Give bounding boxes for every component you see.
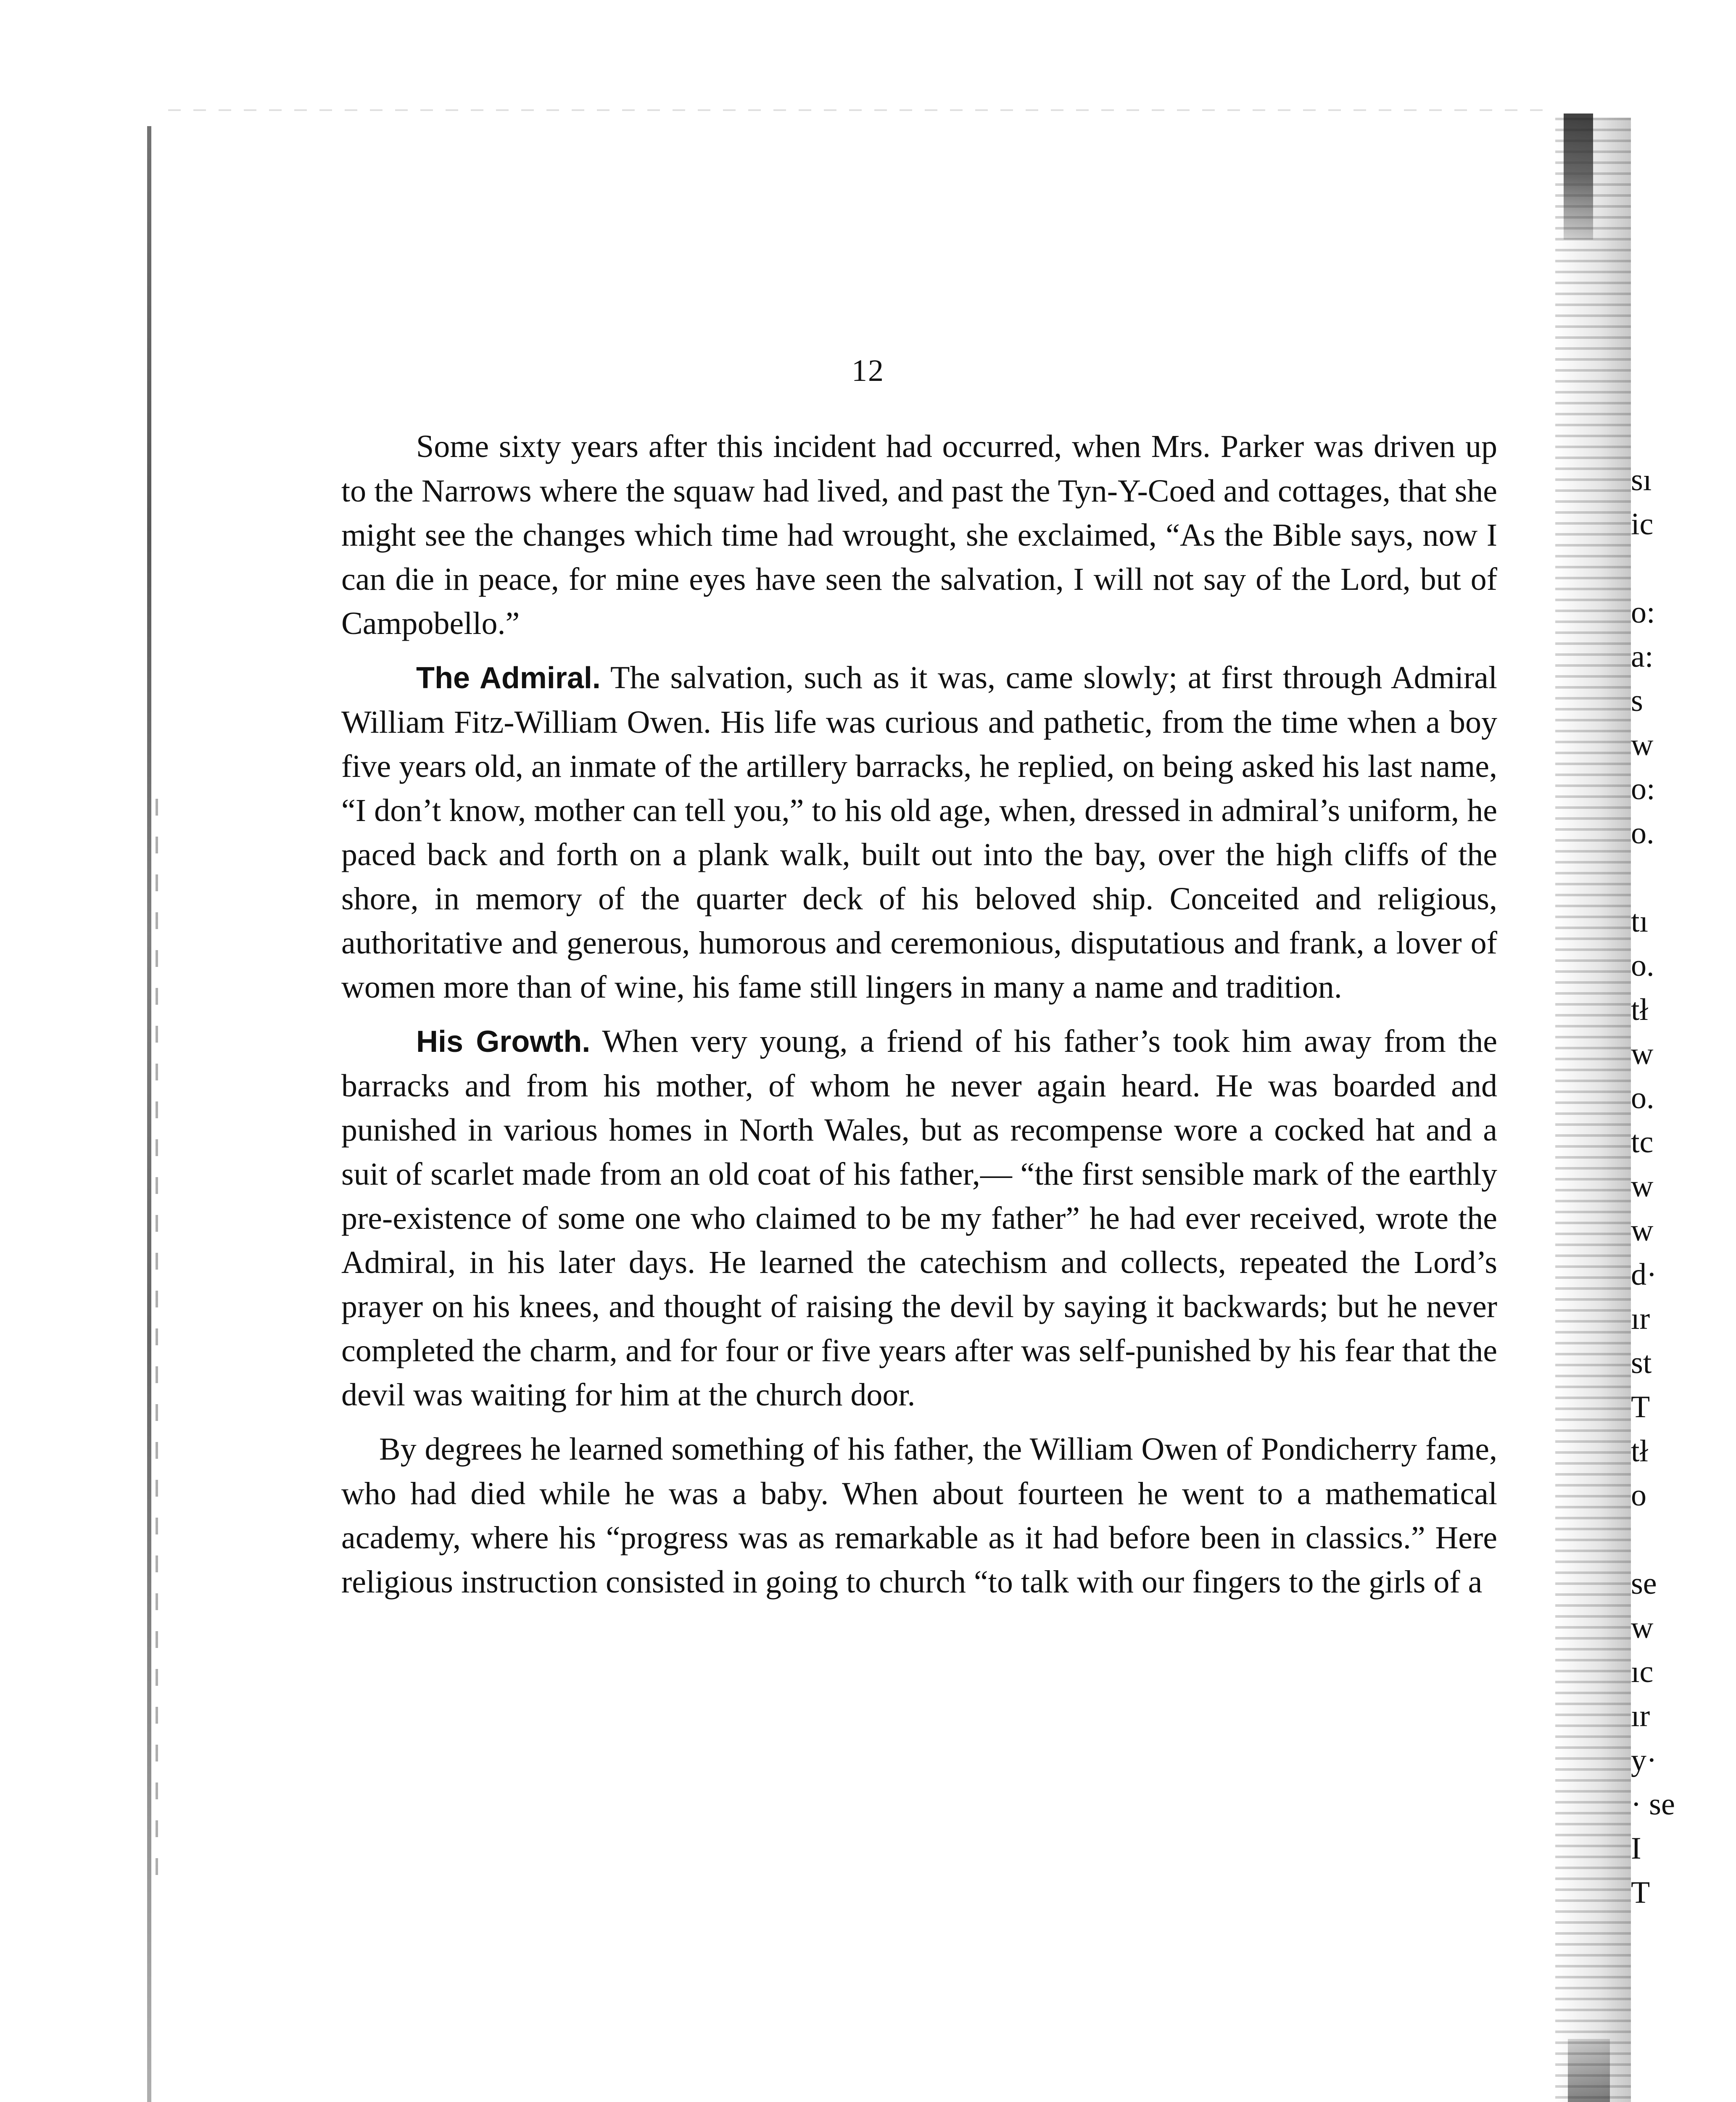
facing-page-fragment: T	[1631, 1390, 1650, 1424]
paragraph-text: The salvation, such as it was, came slowly; at first through Admiral William Fitz-William Owen. His life was curious and pathetic, from the time when a boy five years old, an inmate of the artillery barracks, he replied, on being asked his last name, “I don’t know, mother can tell you,” to his old age, when, dressed in admiral’s uniform, he paced back and forth on a plank walk, built out into the bay, over the high cliffs of the shore, in memory of the quarter deck of his beloved ship. Conceited and religious, authoritative and generous, humorous and ceremonious, disputatious and frank, a lover of women more than of wine, his fame still lingers in many a name and tradition.	[341, 660, 1497, 1005]
facing-page-fragment: ır	[1631, 1699, 1650, 1733]
facing-page-fragment: · se	[1631, 1787, 1675, 1822]
paragraph-heading: The Admiral.	[416, 661, 601, 695]
facing-page-fragment: tł	[1631, 1434, 1649, 1468]
facing-page-fragment: a:	[1631, 639, 1654, 674]
paragraph	[341, 656, 1497, 1009]
facing-page-fragment: ır	[1631, 1302, 1650, 1336]
facing-page-fragment: tł	[1631, 993, 1649, 1027]
facing-page-fragment: w	[1631, 728, 1654, 762]
facing-page-fragment: I	[1631, 1831, 1641, 1866]
facing-page-fragment: st	[1631, 1346, 1652, 1380]
facing-page-fragment: ic	[1631, 507, 1654, 541]
paragraph-text: When very young, a friend of his father’s took him away from the barracks and from his mother, of whom he never again heard. He was boarded and punished in various homes in North Wales, but as recompense wore a cocked hat and a suit of scarlet made from an old coat of his father,— “the first sensible mark of the earthly pre-existence of some one who claimed to be my father” he had ever received, wrote the Admiral, in his later days. He learned the catechism and collects, repeated the Lord’s prayer on his knees, and thought of raising the devil by saying it backwards; but he never completed the charm, and for four or five years after was self-punished by his fear that the devil was waiting for him at the church door.	[341, 1024, 1497, 1413]
facing-page-fragment: ıc	[1631, 1655, 1654, 1689]
facing-page-fragment: w	[1631, 1169, 1654, 1204]
facing-page-fragment: o.	[1631, 816, 1654, 850]
facing-page-fragments	[1631, 458, 1723, 1915]
facing-page-fragment: o:	[1631, 595, 1655, 630]
facing-page-fragment	[1631, 547, 1723, 591]
paragraph	[341, 1427, 1497, 1604]
binding-gutter-shadow-top	[1564, 114, 1593, 240]
page-number: 12	[852, 354, 884, 388]
facing-page-fragment: o.	[1631, 1081, 1654, 1115]
paragraph-text: Some sixty years after this incident had occurred, when Mrs. Parker was driven up to the Narrows where the squaw had lived, and past the Tyn-Y-Coed and cottages, that she might see the changes which time had wrought, she exclaimed, “As the Bible says, now I can die in peace, for mine eyes have seen the salvation, I will not say of the Lord, but of Campobello.”	[341, 429, 1497, 641]
facing-page-fragment: tc	[1631, 1125, 1654, 1159]
facing-page-fragment: tı	[1631, 904, 1649, 939]
facing-page-fragment: w	[1631, 1611, 1654, 1645]
facing-page-fragment: w	[1631, 1213, 1654, 1248]
facing-page-fragment: se	[1631, 1566, 1657, 1601]
facing-page-fragment: s	[1631, 684, 1643, 718]
scan-edge-left-marks	[156, 799, 158, 1892]
scan-edge-top	[168, 109, 1555, 111]
facing-page-fragment	[1631, 1518, 1723, 1562]
facing-page-fragment: y·	[1631, 1743, 1657, 1777]
facing-page-fragment: o	[1631, 1478, 1646, 1513]
paragraph-heading: His Growth.	[416, 1025, 591, 1059]
paragraph	[341, 1019, 1497, 1417]
facing-page-fragment: sı	[1631, 463, 1652, 497]
facing-page-fragment: o.	[1631, 948, 1654, 983]
scan-edge-left	[147, 126, 151, 2102]
facing-page-fragment: w	[1631, 1037, 1654, 1071]
facing-page-fragment: o:	[1631, 772, 1655, 806]
binding-gutter-shadow-bottom	[1568, 2039, 1610, 2102]
facing-page-fragment	[1631, 856, 1723, 900]
facing-page-fragment: d·	[1631, 1257, 1657, 1292]
facing-page-fragment: T	[1631, 1875, 1650, 1910]
paragraph	[341, 425, 1497, 646]
paragraph-text: By degrees he learned something of his father, the William Owen of Pondicherry fame, who had died while he was a baby. When about fourteen he went to a mathematical academy, where his “progress was as remarkable as it had before been in classics.” Here religious instruction consisted in going to church “to talk with our fingers to the girls of a	[341, 1431, 1497, 1600]
binding-gutter	[1555, 118, 1631, 2102]
body-text	[341, 425, 1497, 1614]
